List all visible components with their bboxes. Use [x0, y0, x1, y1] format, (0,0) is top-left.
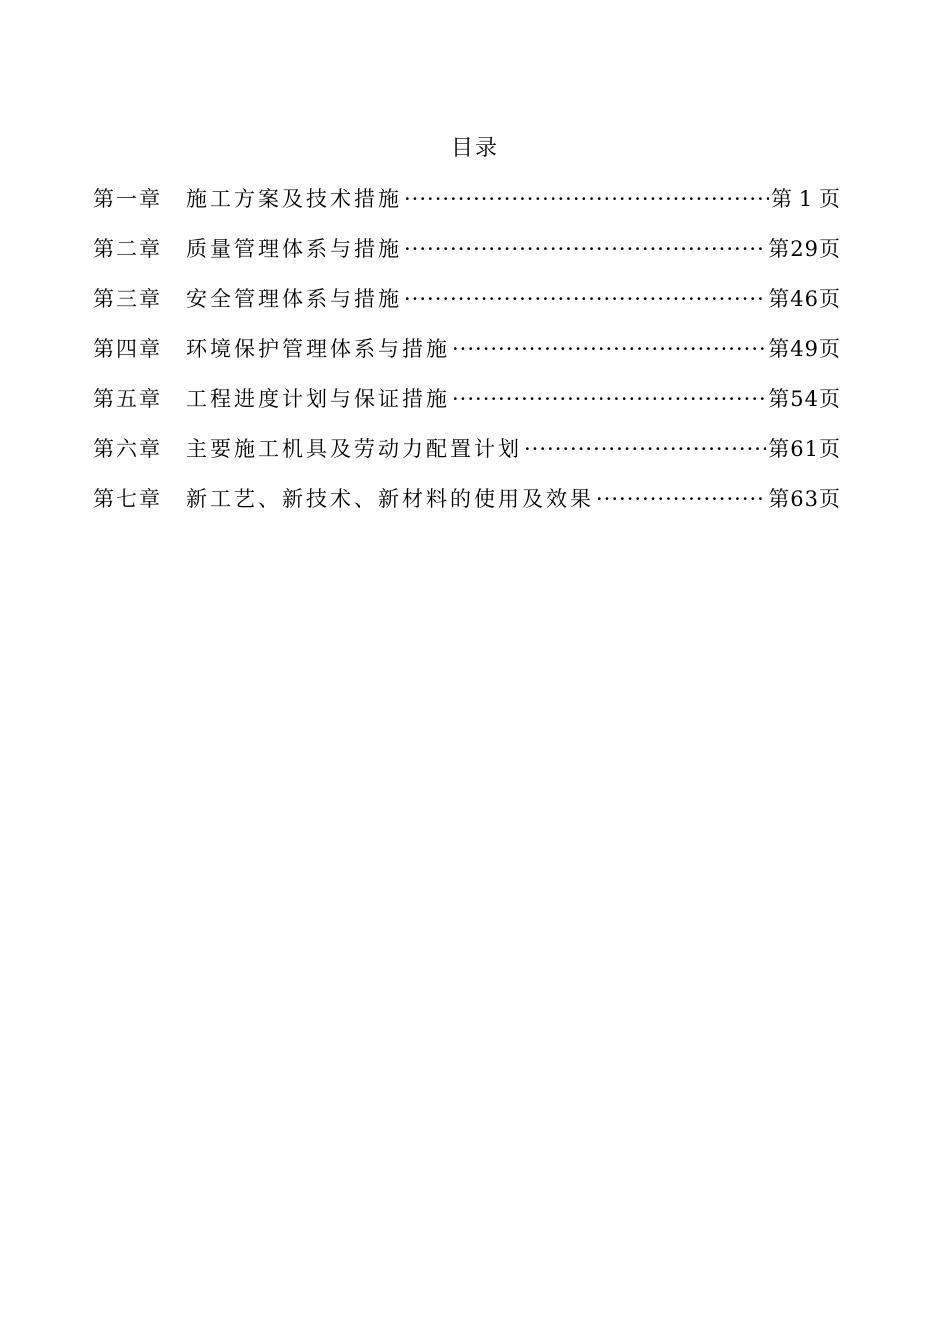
chapter-title: 工程进度计划与保证措施: [186, 387, 450, 411]
page-suffix: 页: [819, 237, 841, 261]
page-prefix: 第: [768, 287, 791, 311]
page-number: 54: [790, 387, 819, 411]
toc-entry-chapter-3[interactable]: [93, 284, 841, 334]
page-number: 46: [790, 287, 819, 311]
page-reference: [768, 384, 841, 414]
toc-entry-chapter-7[interactable]: [93, 484, 841, 534]
toc-entry-chapter-5[interactable]: [93, 384, 841, 434]
chapter-title: 安全管理体系与措施: [186, 287, 402, 311]
page-suffix: 页: [819, 287, 841, 311]
page-number: 49: [790, 337, 819, 361]
toc-entry-chapter-6[interactable]: [93, 434, 841, 484]
page-suffix: 页: [819, 487, 841, 511]
page-reference: [768, 484, 841, 514]
page-number: 29: [790, 237, 819, 261]
toc-list: [93, 184, 841, 534]
toc-entry-chapter-4[interactable]: [93, 334, 841, 384]
chapter-title: 环境保护管理体系与措施: [186, 337, 450, 361]
chapter-label: 第五章: [93, 387, 162, 411]
page-prefix: 第: [768, 237, 791, 261]
chapter-label: 第六章: [93, 437, 162, 461]
dot-leader: [404, 234, 766, 264]
dot-leader: [452, 384, 766, 414]
dot-leader: [596, 484, 766, 514]
chapter-label: 第三章: [93, 287, 162, 311]
page-prefix: 第: [768, 337, 791, 361]
chapter-label: 第四章: [93, 337, 162, 361]
chapter-label: 第一章: [93, 187, 162, 211]
toc-entry-chapter-1[interactable]: [93, 184, 841, 234]
toc-entry-chapter-2[interactable]: [93, 234, 841, 284]
chapter-title: 新工艺、新技术、新材料的使用及效果: [186, 487, 594, 511]
page-suffix: 页: [819, 437, 841, 461]
page-prefix: 第: [768, 487, 791, 511]
dot-leader: [404, 284, 766, 314]
page-reference: [768, 334, 841, 364]
page-suffix: 页: [819, 387, 841, 411]
dot-leader: [452, 334, 766, 364]
chapter-label: 第七章: [93, 487, 162, 511]
page-reference: [768, 434, 841, 464]
page-reference: [771, 184, 841, 214]
page-prefix: 第: [768, 387, 791, 411]
chapter-label: 第二章: [93, 237, 162, 261]
toc-title: 目录: [450, 136, 499, 161]
chapter-title: 质量管理体系与措施: [186, 237, 402, 261]
page-number: 63: [790, 487, 819, 511]
page-suffix: 页: [819, 337, 841, 361]
chapter-title: 主要施工机具及劳动力配置计划: [186, 437, 522, 461]
dot-leader: [404, 184, 769, 214]
page-number: 61: [790, 437, 819, 461]
chapter-title: 施工方案及技术措施: [186, 187, 402, 211]
page-suffix: 页: [819, 187, 841, 211]
page-number: 1: [798, 187, 814, 211]
dot-leader: [524, 434, 766, 464]
page-reference: [768, 234, 841, 264]
page-reference: [768, 284, 841, 314]
page-prefix: 第: [771, 187, 793, 211]
page-prefix: 第: [768, 437, 791, 461]
